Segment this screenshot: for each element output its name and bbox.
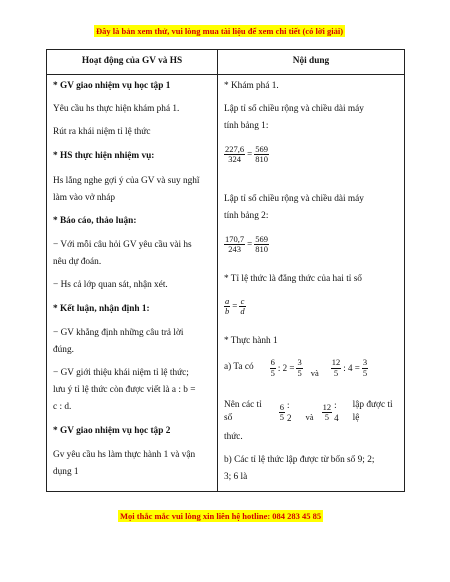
fraction: $\frac{170,7}{243}$ — [225, 234, 245, 255]
left-text: − GV khẳng định những câu trả lời — [53, 328, 184, 338]
right-text: thức. — [224, 432, 243, 442]
fraction: $\frac{3}{5}$ — [297, 357, 302, 378]
right-text: 3; 6 là — [224, 472, 248, 482]
fraction: $\frac{12}{5}$ — [331, 357, 341, 378]
right-text: Lập tỉ số chiều rộng và chiều dài máy — [224, 194, 364, 204]
task-1-heading: * GV giao nhiệm vụ học tập 1 — [53, 81, 171, 91]
left-text: Hs lắng nghe gợi ý của GV và suy nghĩ — [53, 176, 200, 186]
practice-equation-a: a) Ta có $\frac{6}{5}$ : 2 = $\frac{3}{5}$ và $\frac{12}{5}$ : 4 = $\frac{3}{5}$ — [224, 357, 368, 378]
conclusion-heading: * Kết luận, nhận định 1: — [53, 304, 150, 314]
left-text: c : d. — [53, 402, 72, 412]
hotline-footer: Mọi thắc mắc vui lòng xin liên hệ hotline: 084 283 45 85 — [120, 511, 322, 521]
preview-banner: Đây là bản xem thử, vui lòng mua tài liệu để xem chi tiết (có lời giải) — [96, 26, 344, 36]
left-text: dụng 1 — [53, 467, 79, 477]
table-row — [47, 75, 405, 492]
left-text: đúng. — [53, 345, 74, 355]
left-text: − Hs cả lớp quan sát, nhận xét. — [53, 280, 168, 290]
right-text: * Tỉ lệ thức là đẳng thức của hai tỉ số — [224, 274, 362, 284]
right-text: tính bảng 2: — [224, 211, 269, 221]
perform-heading: * HS thực hiện nhiệm vụ: — [53, 151, 155, 161]
table-header-row — [47, 50, 405, 75]
practice-equation-b: Nên các tỉ số $\frac{6}{5}$ : 2 và $\frac{12}{5}$ : 4 lập được tỉ lệ — [224, 400, 393, 424]
fraction: $\frac{569}{810}$ — [255, 144, 268, 165]
lesson-table — [46, 49, 405, 492]
left-text: Gv yêu cầu hs làm thực hành 1 và vận — [53, 450, 196, 460]
fraction: $\frac{6}{5}$ — [270, 357, 275, 378]
task-2-heading: * GV giao nhiệm vụ học tập 2 — [53, 426, 171, 436]
header-content: Nội dung — [218, 50, 405, 75]
fraction-equation-2: $\frac{170,7}{243}$ = $\frac{569}{810}$ — [225, 234, 268, 255]
left-text: Rút ra khái niệm tỉ lệ thức — [53, 127, 151, 137]
left-text: − GV giới thiệu khái niệm tỉ lệ thức; — [53, 368, 189, 378]
left-text: lưu ý tỉ lệ thức còn được viết là a : b = — [53, 385, 196, 395]
right-text: Lập tỉ số chiều rộng và chiều dài máy — [224, 104, 364, 114]
practice-heading: * Thực hành 1 — [224, 336, 278, 346]
left-text: làm vào vở nháp — [53, 193, 115, 203]
fraction-equation-1: $\frac{227,6}{324}$ = $\frac{569}{810}$ — [225, 144, 268, 165]
right-text: b) Các tỉ lệ thức lập được từ bốn số 9; 2; — [224, 455, 375, 465]
right-text: * Khám phá 1. — [224, 81, 279, 91]
left-cell — [47, 75, 218, 492]
fraction: $\frac{6}{5}$ — [279, 401, 284, 422]
fraction: $\frac{3}{5}$ — [362, 357, 368, 378]
right-cell — [218, 75, 405, 492]
right-text: tính bảng 1: — [224, 121, 269, 131]
fraction: $\frac{a}{b}$ — [225, 296, 230, 317]
left-text: − Với mỗi câu hỏi GV yêu cầu vài hs — [53, 240, 192, 250]
report-heading: * Báo cáo, thảo luận: — [53, 216, 137, 226]
fraction: $\frac{c}{d}$ — [240, 296, 245, 317]
left-text: nêu dự đoán. — [53, 257, 102, 267]
fraction: $\frac{569}{810}$ — [255, 234, 268, 255]
fraction: $\frac{12}{5}$ — [322, 401, 332, 422]
proportion-definition: $\frac{a}{b}$ = $\frac{c}{d}$ — [225, 296, 245, 317]
header-activities: Hoạt động của GV và HS — [47, 50, 218, 75]
fraction: $\frac{227,6}{324}$ — [225, 144, 245, 165]
left-text: Yêu cầu hs thực hiện khám phá 1. — [53, 104, 180, 114]
